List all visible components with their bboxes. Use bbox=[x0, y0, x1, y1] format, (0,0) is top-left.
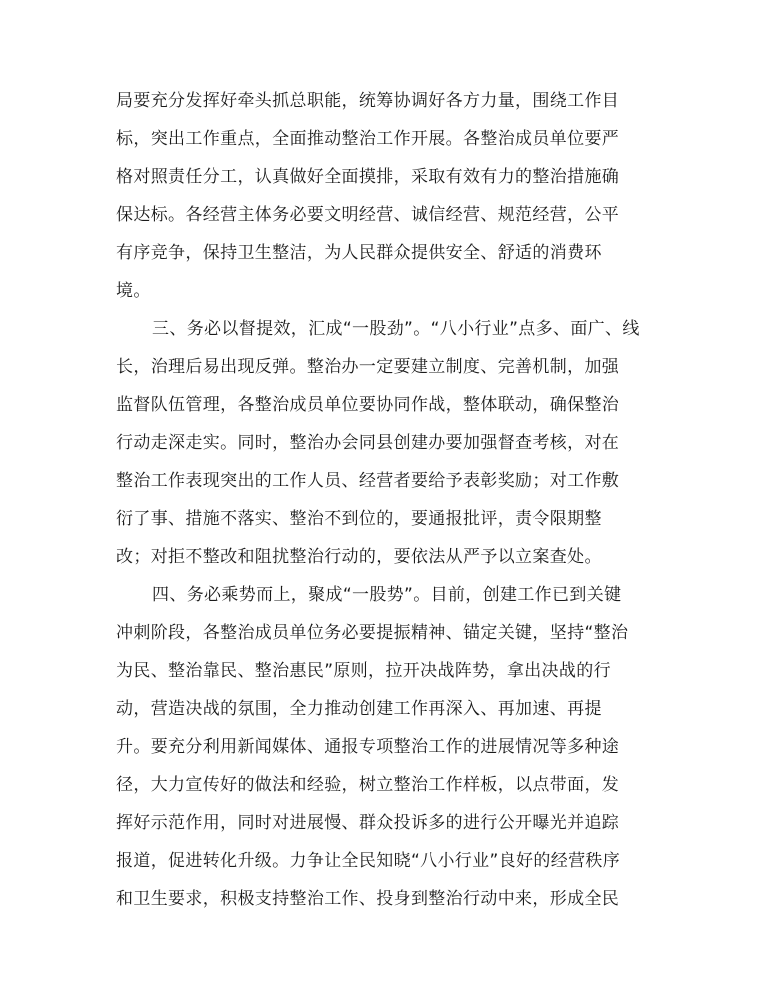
text-line: 保达标。各经营主体务必要文明经营、诚信经营、规范经营，公平 bbox=[116, 205, 620, 225]
text-line: 行动走深走实。同时，整治办会同县创建办要加强督查考核，对在 bbox=[116, 433, 620, 453]
text-line: 升。要充分利用新闻媒体、通报专项整治工作的进展情况等多种途 bbox=[116, 737, 620, 757]
section-three-heading-line: 三、务必以督提效，汇成“一股劲”。“八小行业”点多、面广、线 bbox=[152, 319, 640, 339]
text-line: 和卫生要求，积极支持整治工作、投身到整治行动中来，形成全民 bbox=[116, 889, 620, 909]
text-line: 衍了事、措施不落实、整治不到位的，要通报批评，责令限期整 bbox=[116, 509, 602, 529]
text-line: 境。 bbox=[116, 281, 151, 301]
text-line: 局要充分发挥好牵头抓总职能，统筹协调好各方力量，围绕工作目 bbox=[116, 91, 620, 111]
text-line: 整治工作表现突出的工作人员、经营者要给予表彰奖励；对工作敷 bbox=[116, 471, 620, 491]
text-line: 格对照责任分工，认真做好全面摸排，采取有效有力的整治措施确 bbox=[116, 167, 620, 187]
text-line: 动，营造决战的氛围，全力推动创建工作再深入、再加速、再提 bbox=[116, 699, 602, 719]
text-line: 为民、整治靠民、整治惠民”原则，拉开决战阵势，拿出决战的行 bbox=[116, 661, 611, 681]
text-line: 改；对拒不整改和阻扰整治行动的，要依法从严予以立案查处。 bbox=[116, 547, 602, 567]
text-line: 长，治理后易出现反弹。整治办一定要建立制度、完善机制，加强 bbox=[116, 357, 620, 377]
text-line: 冲刺阶段，各整治成员单位务必要提振精神、锚定关键，坚持“整治 bbox=[116, 623, 629, 643]
text-line: 径，大力宣传好的做法和经验，树立整治工作样板，以点带面，发 bbox=[116, 775, 620, 795]
text-line: 监督队伍管理，各整治成员单位要协同作战，整体联动，确保整治 bbox=[116, 395, 620, 415]
section-four-heading-line: 四、务必乘势而上，聚成“一股势”。目前，创建工作已到关键 bbox=[152, 585, 622, 605]
text-line: 挥好示范作用，同时对进展慢、群众投诉多的进行公开曝光并追踪 bbox=[116, 813, 620, 833]
text-line: 标，突出工作重点，全面推动整治工作开展。各整治成员单位要严 bbox=[116, 129, 620, 149]
text-line: 报道，促进转化升级。力争让全民知晓“八小行业”良好的经营秩序 bbox=[116, 851, 621, 871]
text-line: 有序竞争，保持卫生整洁，为人民群众提供安全、舒适的消费环 bbox=[116, 243, 602, 263]
